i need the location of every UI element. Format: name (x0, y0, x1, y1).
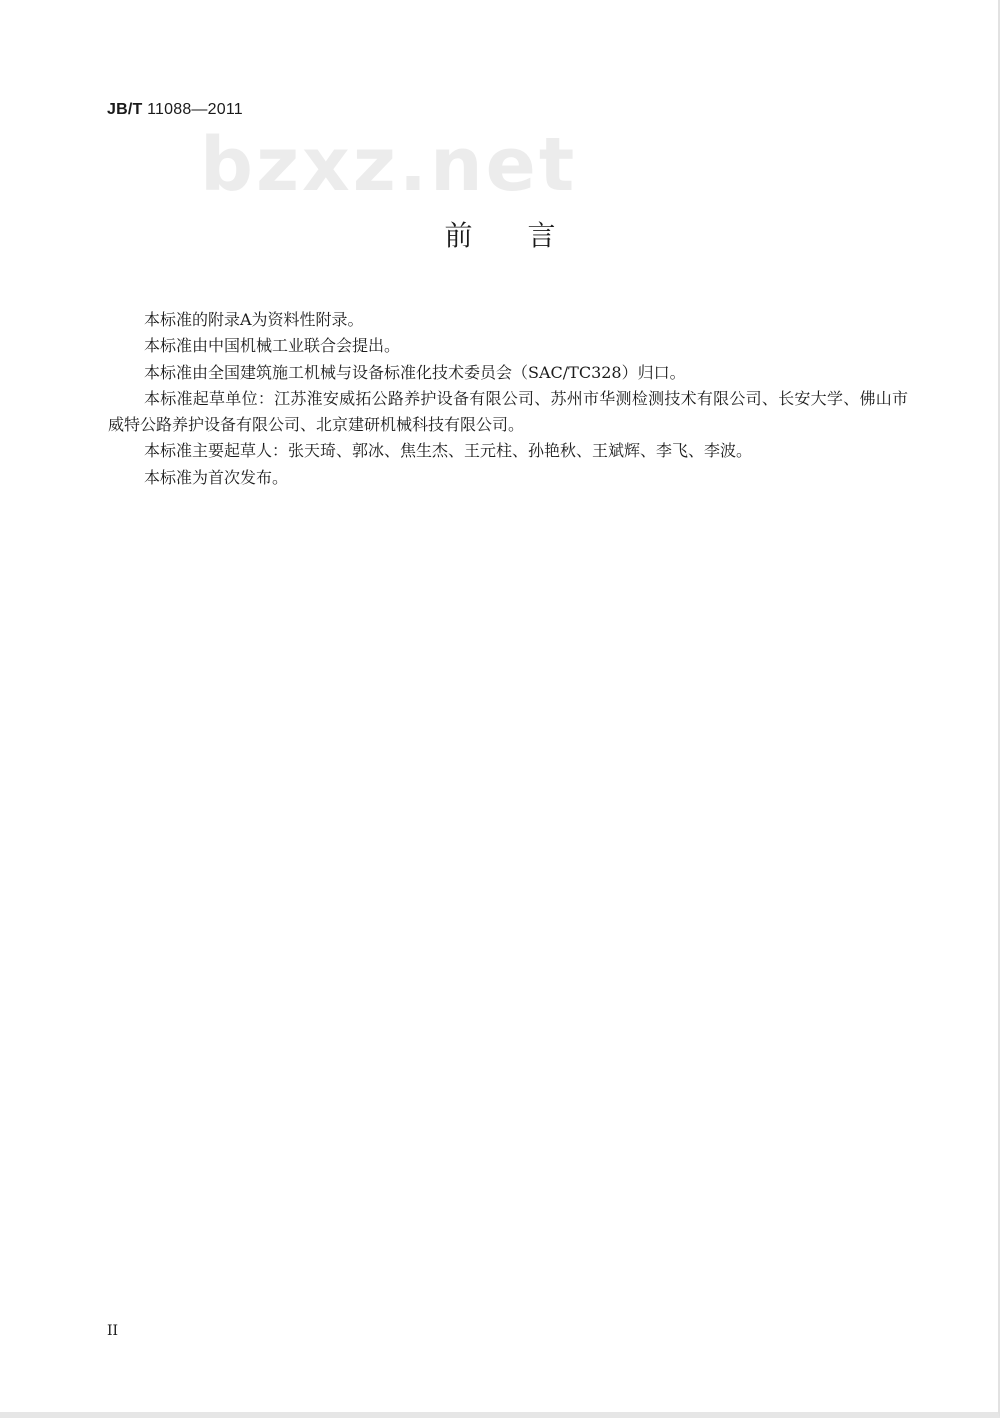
title-char-2: 言 (527, 219, 556, 252)
foreword-body (108, 307, 908, 491)
standard-number: 11088—2011 (142, 101, 243, 118)
paragraph-first-release: 本标准为首次发布。 (144, 467, 289, 487)
standard-prefix: JB/T (107, 101, 143, 118)
paragraph-drafters: 本标准主要起草人：张天琦、郭冰、焦生杰、王元柱、孙艳秋、王斌辉、李飞、李波。 (144, 441, 753, 461)
standard-code (107, 101, 243, 119)
paragraph-drafting-units: 本标准起草单位：江苏淮安威拓公路养护设备有限公司、苏州市华测检测技术有限公司、长安大学、佛山市威特公路养护设备有限公司、北京建研机械科技有限公司。 (108, 388, 908, 435)
paragraph-appendix: 本标准的附录A为资料性附录。 (144, 310, 364, 329)
paragraph-committee: 本标准由全国建筑施工机械与设备标准化技术委员会（SAC/TC328）归口。 (144, 362, 686, 382)
watermark: bzxz.net (200, 122, 578, 208)
page-number: II (107, 1323, 119, 1339)
title-char-1: 前 (444, 219, 473, 252)
page-title (0, 214, 1000, 254)
paragraph-proposer: 本标准由中国机械工业联合会提出。 (144, 336, 401, 356)
